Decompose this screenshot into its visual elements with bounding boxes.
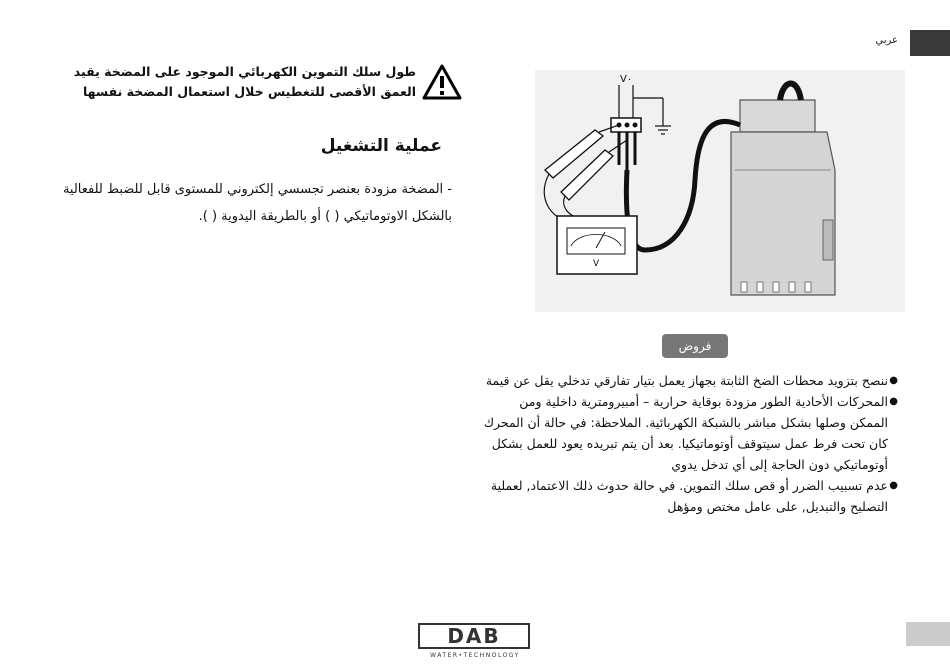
list-item: ● عدم تسبيب الضرر أو قص سلك التموين. في حالة حدوث ذلك الاعتماد, لعملية التصليح والتبديل, على عامل مختص ومؤهل <box>480 475 898 517</box>
page-number-tab <box>906 622 950 646</box>
meter-label: V <box>593 259 600 269</box>
notes-list <box>480 370 898 517</box>
multimeter <box>557 216 637 274</box>
list-item: ● ننصح بتزويد محطات الضخ الثابتة بجهاز يعمل بتيار تفارقي تدخلي يقل عن قيمة <box>480 370 898 391</box>
operation-title: عملية التشغيل <box>320 136 442 156</box>
warning-text: طول سلك التموين الكهربائي الموجود على المضخة يقيد العمق الأقصى للتغطيس خلال استعمال المضخة نفسها <box>73 64 416 99</box>
brand-logo <box>418 623 532 663</box>
language-tab <box>910 30 950 56</box>
list-item: ● المحركات الأحادية الطور مزودة بوقاية حرارية – أمبيرومترية داخلية ومن الممكن وصلها بشكل مباشر بالشبكة الكهربائية. الملاحظة: في حالة أن المحرك كان تحت فرط عمل سيتوقف أوتوماتيكيا. بعد أن يتم تبريده يعود للعمل بشكل أوتوماتيكي دون الحاجة إلى أي تدخل يدوي <box>480 391 898 475</box>
voltage-label: V٠ <box>620 74 633 85</box>
pump-wiring-diagram <box>535 70 905 312</box>
operation-body: - المضخة مزودة بعنصر تجسسي إلكتروني للمستوى قابل للضبط للفعالية بالشكل الاوتوماتيكي ( ) أو بالطريقة اليدوية ( ). <box>62 182 452 224</box>
bullet-icon: ● <box>889 375 898 386</box>
language-label: عربي <box>875 35 898 46</box>
logo-brand: DAB <box>447 624 501 648</box>
bullet-icon: ● <box>889 396 898 407</box>
warning-triangle-icon <box>422 64 462 100</box>
warning-block <box>60 62 462 104</box>
notes-badge: فروض <box>662 334 728 358</box>
bullet-icon: ● <box>889 480 898 491</box>
logo-tagline: WATER•TECHNOLOGY <box>430 652 520 659</box>
